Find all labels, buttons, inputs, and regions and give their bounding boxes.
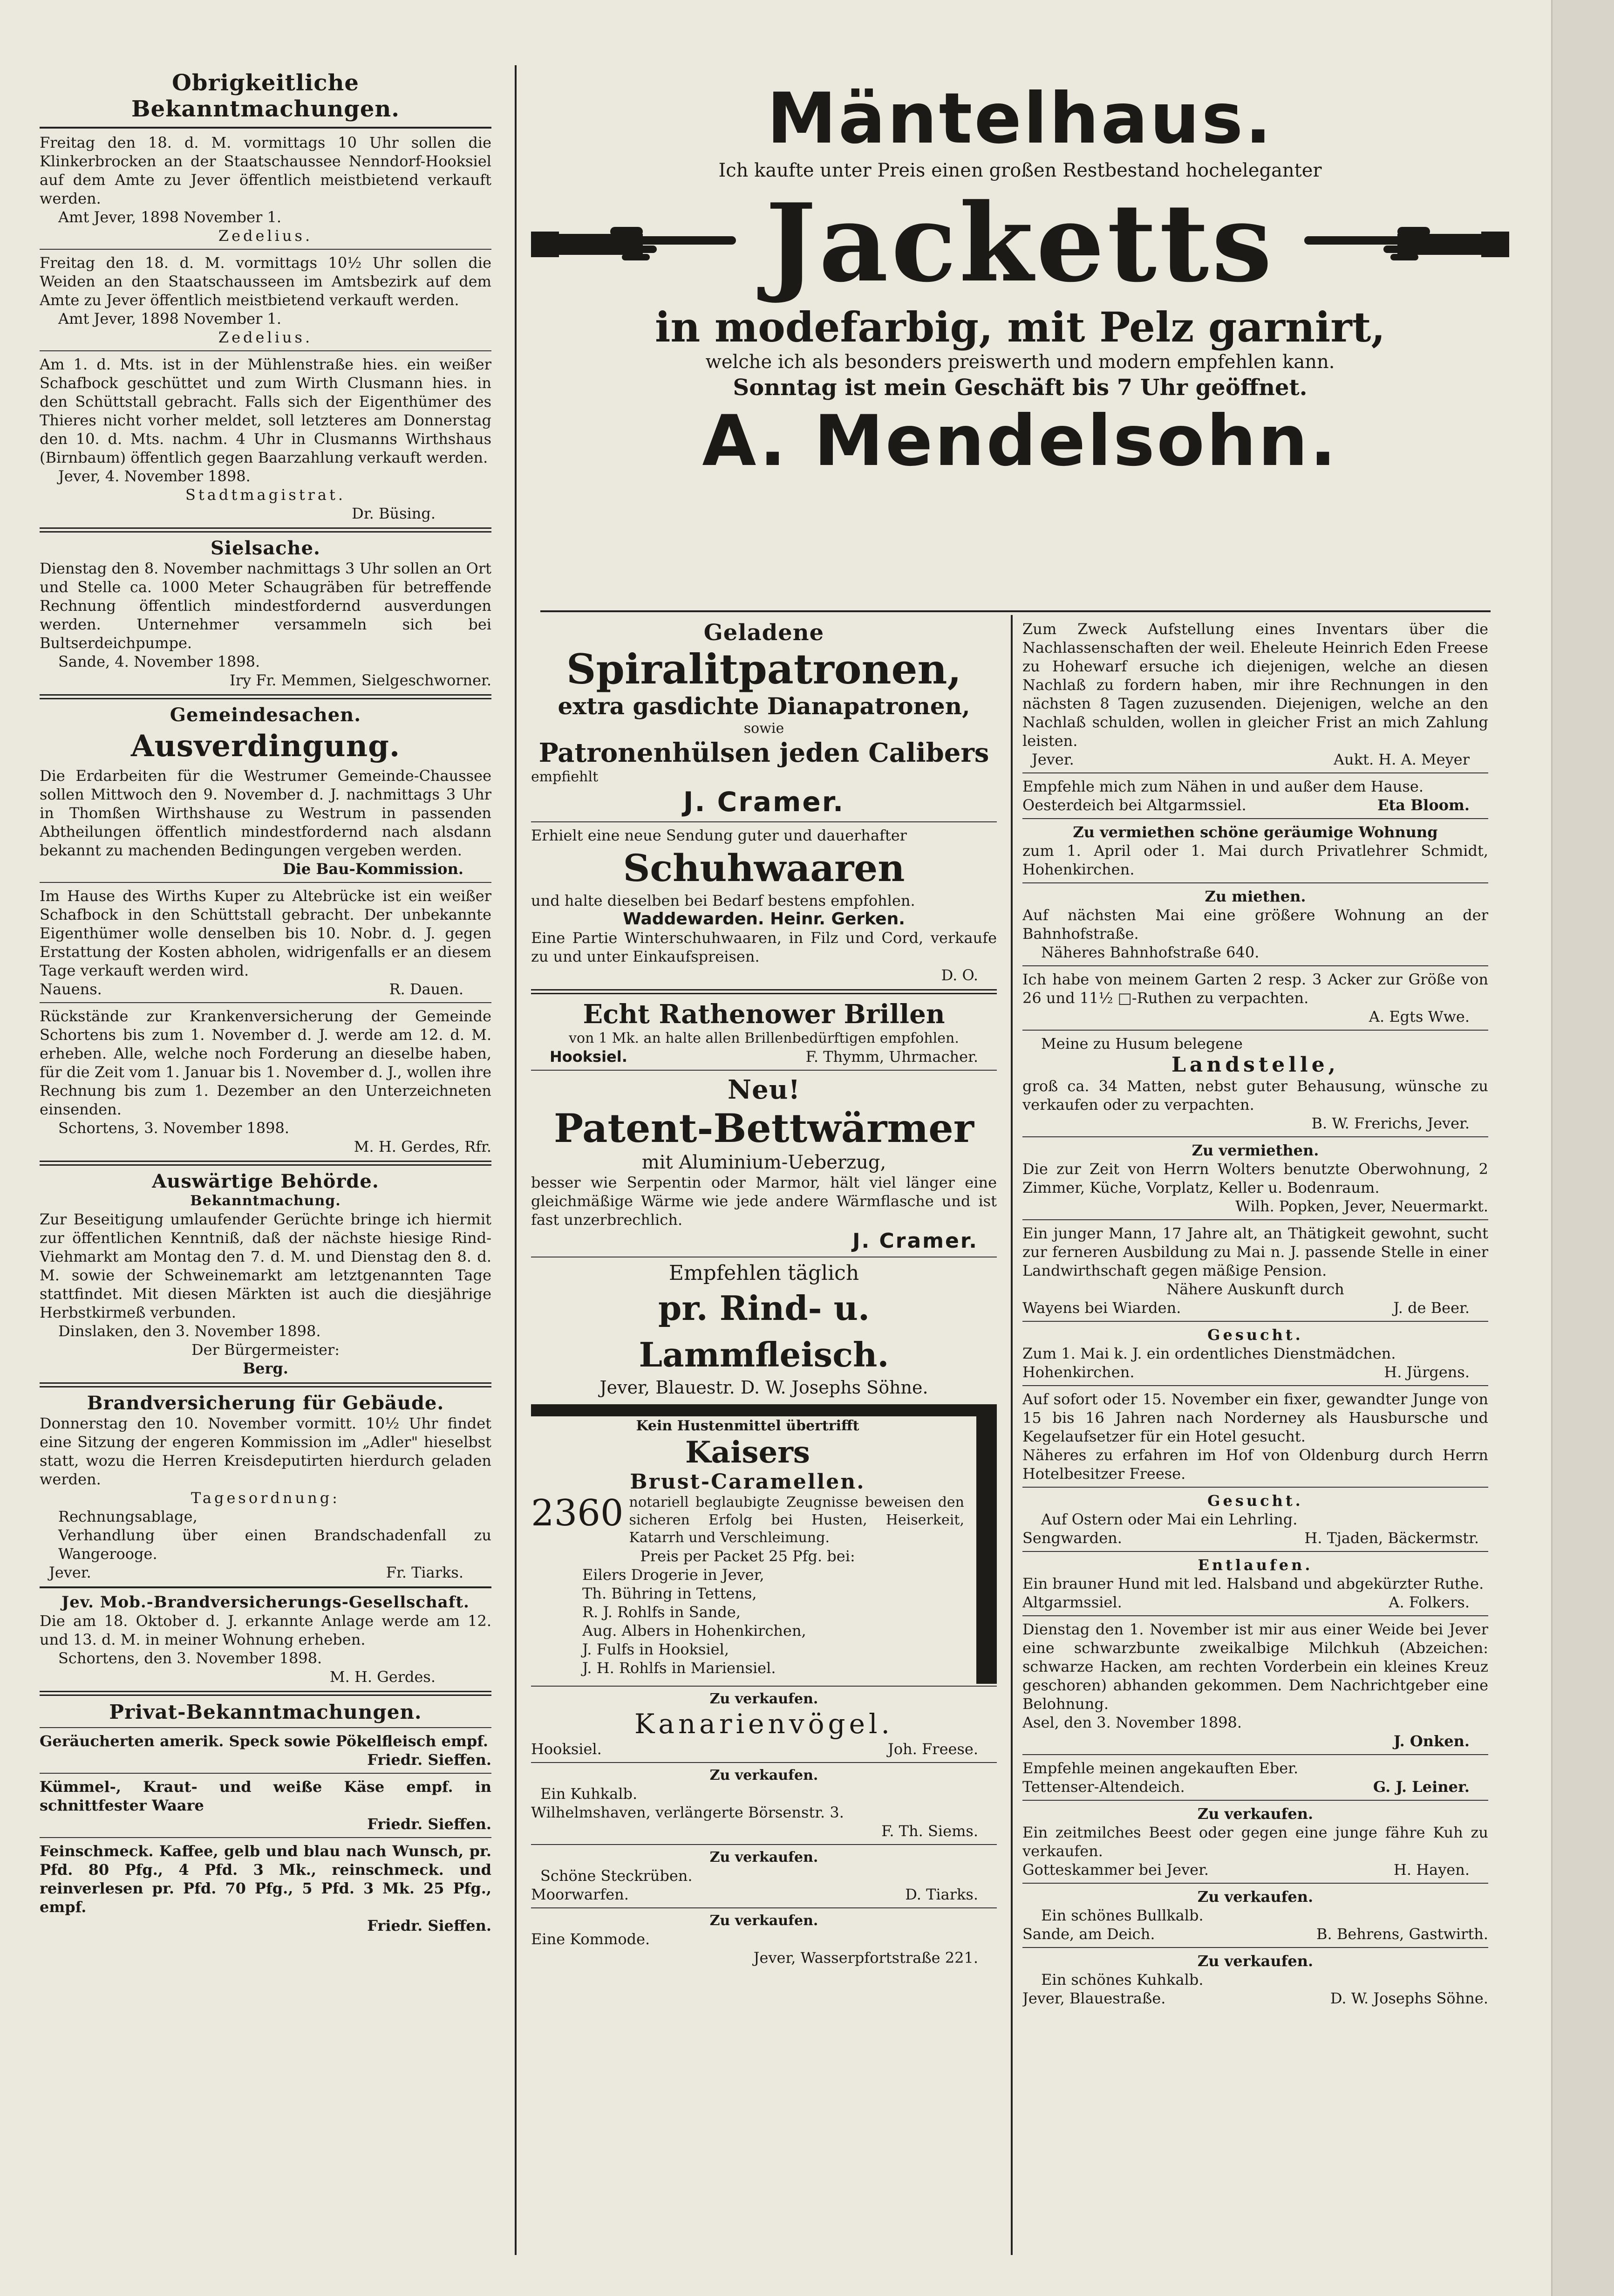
column-divider-left (515, 65, 517, 2255)
bull-place: Sande, am Deich. (1022, 1925, 1155, 1943)
notice-text: Die Erdarbeiten für die Westrumer Gemeinde-Chaussee sollen Mittwoch den 9. November d. J. nachmittags 3 Uhr in Thomßen Wirthshause zu Westrum in passenden Abtheilungen öffentlich mindestfordernd nach alsdann bekannt zu machenden Bedingungen vergeben werden. (40, 767, 491, 859)
zu-verkaufen-header: Zu verkaufen. (709, 1691, 818, 1707)
hund-place: Altgarmssiel. (1022, 1593, 1122, 1611)
kaisers-text: notariell beglaubigte Zeugnisse beweisen den sicheren Erfolg bei Husten, Heiserkeit, Katarrh und Verschleimung. (629, 1494, 964, 1546)
dienst-place: Hohenkirchen. (1022, 1363, 1135, 1381)
kuhkalb-text: Ein Kuhkalb. (540, 1785, 638, 1803)
notice-signature: Fr. Tiarks. (386, 1564, 463, 1581)
spiralit-title: Spiralitpatronen, (566, 645, 962, 693)
ausverdingung-title: Ausverdingung. (130, 729, 401, 764)
bull-text: Ein schönes Bullkalb. (1041, 1906, 1204, 1924)
kommode-place: Jever, Wasserpfortstraße 221. (753, 1949, 978, 1967)
mann-sign-row (1022, 1298, 1488, 1317)
pointing-hand-right-icon (531, 218, 750, 269)
huelsen-line: Patronenhülsen jeden Calibers (538, 738, 989, 768)
schuh-names: Waddewarden. Heinr. Gerken. (623, 909, 905, 929)
kaisers-body (531, 1494, 964, 1547)
mann-text-2: Nähere Auskunft durch (1166, 1280, 1344, 1298)
zu-verkaufen-header: Zu verkaufen. (1197, 1952, 1314, 1970)
vermiethen-sign: Wilh. Popken, Jever, Neuermarkt. (1235, 1197, 1488, 1215)
divider (1022, 1754, 1488, 1755)
notice-signature: Stadtmagistrat. (185, 486, 346, 504)
notice-schafbock-stadt (40, 355, 491, 523)
double-divider (40, 1382, 491, 1387)
divider (1022, 1487, 1488, 1488)
vermiethen-text: Die zur Zeit von Herrn Wolters benutzte Oberwohnung, 2 Zimmer, Küche, Vorplatz, Keller u. Bodenraum. (1022, 1160, 1488, 1196)
dealer-item: R. J. Rohlfs in Sande, (582, 1603, 741, 1621)
dienst-sign: H. Jürgens. (1384, 1363, 1470, 1381)
eber-sign-row (1022, 1777, 1488, 1796)
schuh-sign: D. O. (941, 966, 978, 984)
mann-sign: J. de Beer. (1393, 1299, 1470, 1317)
patent-text: besser wie Serpentin oder Marmor, hält viel länger eine gleichmäßige Wärme wie jede andere Wärmflasche und ist fast unzerbrechlich. (531, 1174, 997, 1229)
notice-signature: M. H. Gerdes, Rfr. (354, 1138, 491, 1155)
privat-header: Privat-Bekanntmachungen. (109, 1701, 422, 1723)
garten-text: Ich habe von meinem Garten 2 resp. 3 Acker zur Größe von 26 und 11½ □-Ruthen zu verpachten. (1022, 970, 1488, 1007)
notice-place: Nauens. (40, 980, 102, 998)
wohnung-text: zum 1. April oder 1. Mai durch Privatlehrer Schmidt, Hohenkirchen. (1022, 842, 1488, 878)
notice-text: Zur Beseitigung umlaufender Gerüchte bringe ich hiermit zur öffentlichen Kenntniß, daß der nächste hiesige Rind-Viehmarkt am Montag den 7. d. M. und Dienstag den 8. d. M. sowie der Schweinemarkt am letztgenannten Tage stattfindet. Mit diesen Märkten ist auch die diesjährige Herbstkirmeß verbunden. (40, 1210, 491, 1321)
divider (40, 882, 491, 883)
pointing-hand-left-icon (1290, 218, 1509, 269)
divider (1022, 1800, 1488, 1801)
banner-line: Ich kaufte unter Preis einen großen Restbestand hocheleganter (718, 160, 1322, 181)
mann-place: Wayens bei Wiarden. (1022, 1299, 1181, 1317)
banner-hours: Sonntag ist mein Geschäft bis 7 Uhr geöffnet. (733, 375, 1308, 401)
notice-signature: Zedelius. (218, 227, 313, 245)
divider (1022, 1947, 1488, 1948)
divider (531, 1762, 997, 1763)
zu-verkaufen-header: Zu verkaufen. (1197, 1888, 1314, 1906)
divider (40, 249, 491, 250)
cramer-name-2: J. Cramer. (852, 1229, 978, 1253)
bull-sign: B. Behrens, Gastwirth. (1316, 1925, 1488, 1943)
husum-intro: Meine zu Husum belegene (1041, 1035, 1243, 1052)
landstelle-title: Landstelle, (1171, 1053, 1340, 1077)
naehen-text: Empfehle mich zum Nähen in und außer dem Hause. (1022, 778, 1424, 795)
dealer-list (531, 1565, 964, 1677)
left-column (40, 70, 491, 1937)
geladene-label: Geladene (703, 620, 824, 646)
middle-column (531, 620, 997, 1967)
divider (40, 1727, 491, 1728)
official-notices-header: Obrigkeitliche Bekanntmachungen. (131, 70, 400, 122)
schuh-text: und halte dieselben bei Bedarf bestens empfohlen. (531, 892, 915, 909)
kuhkalb-sign: F. Th. Siems. (881, 1822, 978, 1840)
notice-sign-row (40, 980, 491, 998)
notice-auswaertig (40, 1210, 491, 1378)
banner-title: Mäntelhaus. (767, 79, 1273, 159)
kanarien-sign: Joh. Freese. (888, 1740, 978, 1758)
right-column (1022, 620, 1488, 2008)
agenda-item: Rechnungsablage, (58, 1508, 197, 1525)
preis-line: Preis per Packet 25 Pfg. bei: (640, 1547, 855, 1565)
gesucht-head: Gesucht. (1207, 1326, 1303, 1344)
entlaufen-head: Entlaufen. (1198, 1556, 1313, 1574)
ad-kaese (40, 1777, 491, 1833)
divider (1022, 1551, 1488, 1552)
auswaertig-header: Auswärtige Behörde. (152, 1170, 379, 1192)
hund-sign: A. Folkers. (1389, 1593, 1470, 1611)
fleisch-title: pr. Rind- u. Lammfleisch. (639, 1288, 889, 1374)
kuh-text: Dienstag den 1. November ist mir aus einer Weide bei Jever eine schwarzbunte zweikalbige Milchkuh (Abzeichen: schwarze Hacken, am rechten Vorderbein ein kleines Kreuz geschoren) abhanden gekommen. Dem Nachrichtgeber eine Belohnung. (1022, 1620, 1488, 1713)
notice-mob (40, 1612, 491, 1686)
extra-line: extra gasdichte Dianapatronen, (558, 692, 970, 720)
garten-sign: A. Egts Wwe. (1369, 1008, 1470, 1025)
notice-weiden (40, 253, 491, 347)
gesucht-head-2: Gesucht. (1207, 1492, 1303, 1510)
kuhkalb-place: Jever, Blauestraße. (1022, 1989, 1166, 2007)
notice-text: Freitag den 18. d. M. vormittags 10 Uhr sollen die Klinkerbrocken an der Staatschaussee Nenndorf-Hooksiel auf dem Amte zu Jever öffentlich meistbietend verkauft werden. (40, 134, 491, 207)
dienst-text: Zum 1. Mai k. J. ein ordentliches Dienstmädchen. (1022, 1345, 1396, 1362)
kanarien-title: Kanarienvögel. (634, 1708, 893, 1740)
siel-header: Sielsache. (211, 537, 320, 559)
dealer-item: J. Fulfs in Hooksiel, (582, 1640, 729, 1658)
lehrling-text: Auf Ostern oder Mai ein Lehrling. (1041, 1510, 1298, 1528)
divider (1022, 818, 1488, 819)
dealer-item: J. H. Rohlfs in Mariensiel. (582, 1659, 776, 1677)
divider (40, 1002, 491, 1003)
notice-date: Sande, 4. November 1898. (58, 653, 260, 670)
agenda-header: Tagesordnung: (191, 1489, 340, 1507)
mob-header: Jev. Mob.-Brandversicherungs-Gesellschaft. (61, 1593, 470, 1612)
ad-text: Geräucherten amerik. Speck sowie Pökelfleisch empf. (40, 1732, 488, 1750)
ad-text: Kümmel-, Kraut- und weiße Käse empf. in schnittfester Waare (40, 1778, 491, 1814)
banner-merchant-name: A. Mendelsohn. (702, 401, 1338, 481)
junge-text-2: Näheres zu erfahren im Hof von Oldenburg durch Herrn Hotelbesitzer Freese. (1022, 1446, 1488, 1483)
steck-text: Schöne Steckrüben. (540, 1867, 693, 1885)
patent-title: Patent-Bettwärmer (554, 1105, 974, 1151)
notice-signature: Die Bau-Kommission. (283, 860, 463, 878)
naehen-sign-row (1022, 796, 1488, 814)
divider (1022, 882, 1488, 883)
kaisers-top-bar (531, 1404, 997, 1416)
divider (531, 1907, 997, 1908)
empf-label: empfiehlt (531, 769, 599, 785)
kanarien-sign-row (531, 1740, 997, 1758)
notice-text: Donnerstag den 10. November vormitt. 10½ Uhr findet eine Sitzung der engeren Kommission im „Adler" hieselbst statt, wozu die Herren Kreisdeputirten hierdurch geladen werden. (40, 1414, 491, 1488)
notice-sign-row (40, 1563, 491, 1582)
junge-text: Auf sofort oder 15. November ein fixer, gewandter Junge von 15 bis 16 Jahren nach Norderney als Hausbursche und Kegelaufsetzer für ein Hotel gesucht. (1022, 1390, 1488, 1445)
banner-line: welche ich als besonders preiswerth und modern empfehlen kann. (705, 351, 1335, 373)
lehrling-sign: H. Tjaden, Bäckermstr. (1304, 1529, 1479, 1547)
notice-date: Amt Jever, 1898 November 1. (58, 310, 282, 328)
steck-sign: D. Tiarks. (905, 1886, 978, 1903)
notice-signature: Zedelius. (218, 328, 313, 346)
bekanntmachung-header: Bekanntmachung. (190, 1193, 341, 1209)
double-divider (40, 527, 491, 533)
brillen-sign: F. Thymm, Uhrmacher. (805, 1048, 978, 1066)
zu-verkaufen-header: Zu verkaufen. (709, 1849, 818, 1866)
divider (40, 1586, 491, 1588)
zu-verkaufen-header: Zu verkaufen. (1197, 1805, 1314, 1823)
neu-label: Neu! (727, 1074, 801, 1105)
kanarien-place: Hooksiel. (531, 1740, 602, 1758)
divider (40, 1773, 491, 1774)
caramellen-title: Brust-Caramellen. (630, 1470, 865, 1494)
notice-date: Jever, 4. November 1898. (58, 467, 251, 485)
divider (40, 350, 491, 351)
notice-schafbock-kuper (40, 887, 491, 998)
brand-header: Brandversicherung für Gebäude. (87, 1392, 444, 1414)
divider (1022, 1385, 1488, 1386)
fleisch-sign: Jever, Blauestr. D. W. Josephs Söhne. (599, 1377, 928, 1398)
kaisers-title: Kaisers (685, 1435, 810, 1470)
divider (1022, 1219, 1488, 1220)
jacketts-title: Jacketts (765, 180, 1275, 306)
inventar-sign-row (1022, 750, 1488, 769)
kuhkalb-text: Ein schönes Kuhkalb. (1041, 1971, 1204, 1988)
dealer-item: Eilers Drogerie in Jever, (582, 1566, 764, 1584)
husum-sign: B. W. Frerichs, Jever. (1311, 1114, 1470, 1132)
notice-signature: Der Bürgermeister: (191, 1341, 340, 1359)
dealer-item: Aug. Albers in Hohenkirchen, (582, 1622, 806, 1640)
lehrling-sign-row (1022, 1529, 1488, 1547)
zu-verkaufen-header: Zu verkaufen. (709, 1767, 818, 1784)
kuhkalb-sign-row (1022, 1989, 1488, 2008)
divider (1022, 1615, 1488, 1616)
notice-text: Im Hause des Wirths Kuper zu Altebrücke ist ein weißer Schafbock in den Schüttstall gebracht. Der unbekannte Eigenthümer wolle denselben bis 10. Nobr. d. J. gegen Erstattung der Kosten abholen, widrigenfalls er an diesem Tage verkauft werden wird. (40, 887, 491, 979)
divider (531, 1070, 997, 1071)
banner-bottom-rule (540, 610, 1491, 612)
notice-signature: M. H. Gerdes. (329, 1668, 436, 1686)
divider (531, 821, 997, 822)
schuh-intro: Erhielt eine neue Sendung guter und dauerhafter (531, 827, 907, 844)
divider (1022, 965, 1488, 966)
wohnung-head: Zu vermiethen schöne geräumige Wohnung (1073, 823, 1438, 841)
kuhkalb-place: Wilhelmshaven, verlängerte Börsenstr. 3. (531, 1804, 844, 1821)
sowie-label: sowie (743, 720, 784, 737)
divider (531, 1844, 997, 1845)
beest-place: Gotteskammer bei Jever. (1022, 1861, 1209, 1879)
double-divider (40, 694, 491, 699)
double-divider (40, 1161, 491, 1166)
brillen-place: Hooksiel. (550, 1048, 627, 1066)
hund-text: Ein brauner Hund mit led. Halsband und abgekürzter Ruthe. (1022, 1575, 1484, 1592)
dealer-item: Th. Bühring in Tettens, (582, 1585, 757, 1602)
notice-gemeinde (40, 766, 491, 878)
dienst-sign-row (1022, 1363, 1488, 1381)
schuh-title: Schuhwaaren (623, 846, 905, 890)
gemeinde-header: Gemeindesachen. (170, 704, 361, 726)
kuh-sign: J. Onken. (1393, 1732, 1470, 1750)
brillen-sign-row (531, 1047, 997, 1066)
eber-text: Empfehle meinen angekauften Eber. (1022, 1759, 1299, 1777)
beest-text: Ein zeitmilches Beest oder gegen eine junge fähre Kuh zu verkaufen. (1022, 1824, 1488, 1860)
eber-place: Tettenser-Altendeich. (1022, 1778, 1185, 1796)
banner-subtitle: in modefarbig, mit Pelz garnirt, (654, 303, 1385, 351)
naehen-sign: Eta Bloom. (1377, 796, 1470, 814)
lehrling-place: Sengwarden. (1022, 1529, 1122, 1547)
notice-date: Schortens, den 3. November 1898. (58, 1649, 322, 1667)
mantelhaus-banner (531, 79, 1509, 481)
page-edge (1551, 0, 1614, 2296)
vermiethen-head: Zu vermiethen. (1192, 1141, 1319, 1159)
mieten-text: Auf nächsten Mai eine größere Wohnung an der Bahnhofstraße. (1022, 906, 1488, 943)
divider (531, 1686, 997, 1687)
beest-sign-row (1022, 1860, 1488, 1879)
divider (1022, 1883, 1488, 1884)
column-divider-mid (1011, 615, 1013, 2255)
double-divider (40, 1691, 491, 1696)
naehen-place: Oesterdeich bei Altgarmssiel. (1022, 796, 1246, 814)
notice-text: Am 1. d. Mts. ist in der Mühlenstraße hies. ein weißer Schafbock geschüttet und zum Wirth Clusmann hies. in den Schüttstall gebracht. Falls sich der Eigenthümer des Thieres nicht vorher meldet, soll letzteres am Donnerstag den 10. d. Mts. nachm. 4 Uhr in Clusmanns Wirthshaus (Birnbaum) öffentlich gegen Baarzahlung verkauft werden. (40, 355, 491, 466)
mieten-text-2: Näheres Bahnhofstraße 640. (1041, 943, 1260, 961)
bull-sign-row (1022, 1925, 1488, 1943)
testimonial-count: 2360 (531, 1492, 624, 1534)
notice-text: Dienstag den 8. November nachmittags 3 Uhr sollen an Ort und Stelle ca. 1000 Meter Schaugräben für betreffende Rechnung öffentlich mindestfordernd ausverdungen werden. Unternehmer versammeln sich bei Bultserdeichpumpe. (40, 560, 491, 652)
ad-kaffee (40, 1842, 491, 1935)
schuh-text2: Eine Partie Winterschuhwaaren, in Filz und Cord, verkaufe zu und unter Einkaufspreisen. (531, 929, 997, 965)
notice-place: Jever. (49, 1564, 91, 1581)
divider (1022, 772, 1488, 773)
divider (1022, 1030, 1488, 1031)
kuhkalb-sign: D. W. Josephs Söhne. (1330, 1989, 1488, 2007)
zu-verkaufen-header: Zu verkaufen. (709, 1913, 818, 1929)
notice-signature-name: Berg. (243, 1360, 288, 1377)
notice-text: Rückstände zur Krankenversicherung der Gemeinde Schortens bis zum 1. November d. J. werde am 12. d. M. erheben. Alle, welche noch Forderung an dieselbe haben, für die Zeit vom 1. Januar bis 1. November d. J., wollen ihre Rechnung bis zum 1. Dezember an den Unterzeichneten einsenden. (40, 1007, 491, 1118)
ad-signature: Friedr. Sieffen. (367, 1917, 491, 1934)
husten-head: Kein Hustenmittel übertrifft (636, 1418, 859, 1434)
cramer-name: J. Cramer. (683, 786, 845, 818)
kuh-date: Asel, den 3. November 1898. (1022, 1714, 1242, 1731)
notice-text: Freitag den 18. d. M. vormittags 10½ Uhr sollen die Weiden an den Staatschausseen im Amtsbezirk auf dem Amte zu Jever öffentlich meistbietend verkauft werden. (40, 254, 491, 309)
hund-sign-row (1022, 1593, 1488, 1612)
agenda-item: Verhandlung über einen Brandschadenfall zu Wangerooge. (58, 1526, 491, 1563)
divider (40, 1837, 491, 1838)
divider (1022, 1321, 1488, 1322)
steck-sign-row (531, 1885, 997, 1904)
notice-signature: R. Dauen. (389, 980, 463, 998)
kaisers-ad (531, 1404, 997, 1682)
ad-signature: Friedr. Sieffen. (367, 1815, 491, 1833)
notice-date: Dinslaken, den 3. November 1898. (58, 1322, 321, 1340)
notice-signature-name: Dr. Büsing. (352, 505, 436, 522)
inventar-place: Jever. (1032, 751, 1074, 768)
kommode-text: Eine Kommode. (531, 1930, 650, 1948)
banner-hands-row (531, 180, 1509, 306)
patent-sub: mit Aluminium-Ueberzug, (641, 1152, 886, 1173)
divider (40, 127, 491, 129)
brillen-title: Echt Rathenower Brillen (583, 999, 945, 1030)
notice-date: Schortens, 3. November 1898. (58, 1119, 290, 1137)
eber-sign: G. J. Leiner. (1373, 1778, 1470, 1796)
notice-date: Amt Jever, 1898 November 1. (58, 208, 282, 226)
empfehlen-label: Empfehlen täglich (668, 1261, 859, 1285)
mann-text: Ein junger Mann, 17 Jahre alt, an Thätigkeit gewohnt, sucht zur ferneren Ausbildung zu Mai n. J. passende Stelle in einer Landwirthschaft gegen mäßige Pension. (1022, 1224, 1488, 1279)
kaisers-side-bar (976, 1404, 997, 1684)
notice-text: Die am 18. Oktober d. J. erkannte Anlage werde am 12. und 13. d. M. in meiner Wohnung erheben. (40, 1612, 491, 1648)
ad-text: Feinschmeck. Kaffee, gelb und blau nach Wunsch, pr. Pfd. 80 Pfg., 4 Pfd. 3 Mk., reinschmeck. und reinverlesen pr. Pfd. 70 Pfg., 5 Pfd. 3 Mk. 25 Pfg., empf. (40, 1842, 491, 1916)
inventar-sign: Aukt. H. A. Meyer (1333, 751, 1470, 768)
ad-speck (40, 1732, 491, 1769)
double-divider (531, 989, 997, 994)
notice-siel (40, 559, 491, 690)
inventar-text: Zum Zweck Aufstellung eines Inventars über die Nachlassenschaften der weil. Eheleute Heinrich Eden Freese zu Hohewarf ersuche ich diejenigen, welche an diesen Nachlaß zu fordern haben, mir ihre Rechnungen in den nächsten 8 Tagen zuzusenden. Diejenigen, welche an den Nachlaß schulden, wollen in gleicher Frist an mich Zahlung leisten. (1022, 620, 1488, 750)
brillen-text: von 1 Mk. an halte allen Brillenbedürftigen empfohlen. (569, 1030, 959, 1046)
divider (1022, 1136, 1488, 1137)
steck-place: Moorwarfen. (531, 1886, 629, 1903)
ad-signature: Friedr. Sieffen. (367, 1751, 491, 1769)
husum-text: groß ca. 34 Matten, nebst guter Behausung, wünsche zu verkaufen oder zu verpachten. (1022, 1077, 1488, 1114)
beest-sign: H. Hayen. (1393, 1861, 1470, 1879)
notice-klinker (40, 133, 491, 245)
notice-signature: Iry Fr. Memmen, Sielgeschworner. (230, 671, 491, 689)
notice-kranken (40, 1007, 491, 1156)
mieten-head: Zu miethen. (1205, 888, 1306, 905)
notice-brand (40, 1414, 491, 1582)
